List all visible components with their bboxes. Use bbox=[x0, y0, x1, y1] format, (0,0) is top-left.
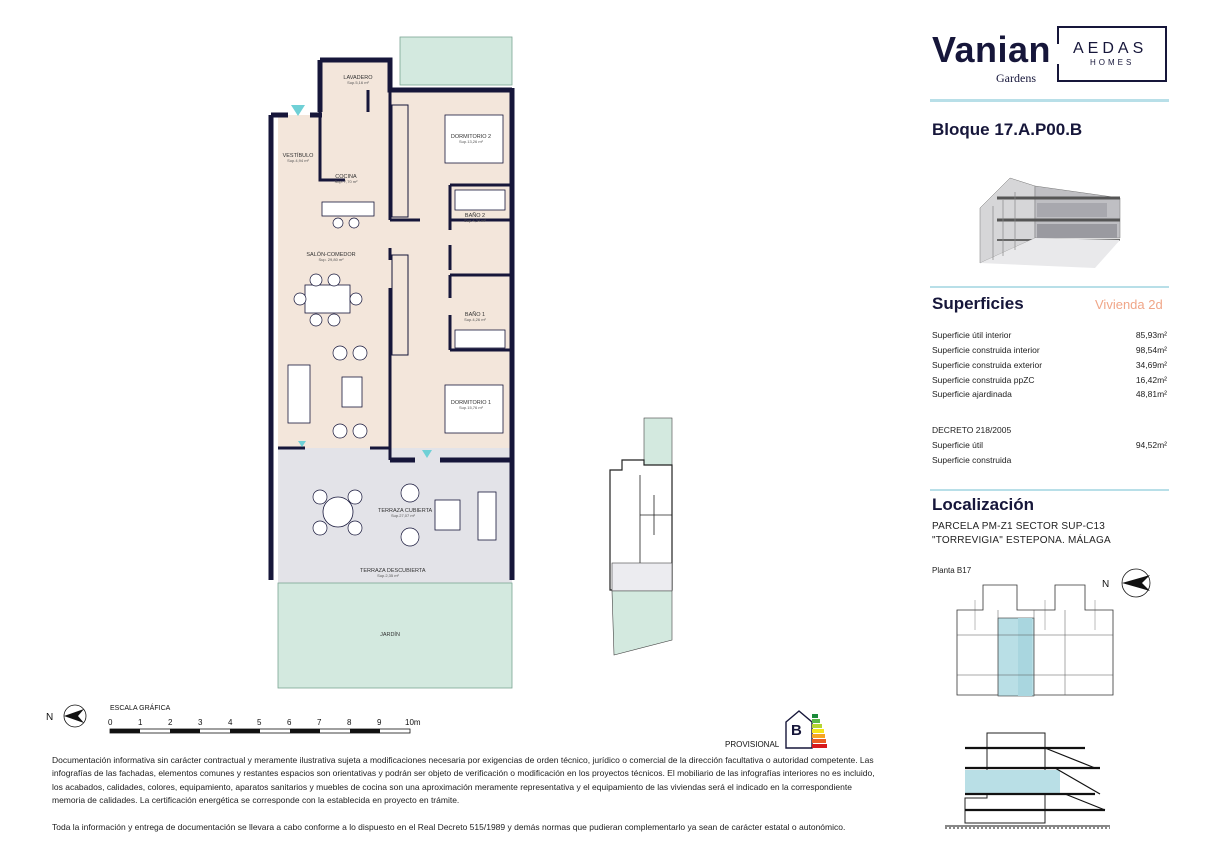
area-label: Superficie construida ppZC bbox=[932, 375, 1035, 385]
north-label: N bbox=[46, 712, 54, 723]
garden-top-strip bbox=[400, 37, 512, 85]
scale-tick: 5 bbox=[257, 718, 262, 727]
area-value: 16,42m² bbox=[1135, 375, 1167, 385]
area-label: Superficie construida interior bbox=[932, 345, 1040, 355]
scale-tick: 1 bbox=[138, 718, 143, 727]
scale-tick: 6 bbox=[287, 718, 292, 727]
unit-code: Bloque 17.A.P00.B bbox=[932, 120, 1083, 139]
energy-rating-letter: B bbox=[791, 722, 802, 739]
unit-type: Vivienda 2d bbox=[1095, 297, 1163, 312]
planta-label: Planta B17 bbox=[932, 566, 972, 575]
room-label-jardin: JARDÍN bbox=[380, 632, 400, 638]
compass-icon bbox=[1100, 563, 1156, 601]
brand-logo-gardens: Gardens bbox=[996, 71, 1036, 85]
divider bbox=[930, 99, 1169, 102]
scale-tick: 3 bbox=[198, 718, 203, 727]
room-label-dormitorio-2: DORMITORIO 2 Sup.13,26 m² bbox=[450, 134, 492, 145]
north-arrow-icon bbox=[44, 703, 90, 729]
terrace-round-table bbox=[323, 497, 353, 527]
area-value: 34,69m² bbox=[1135, 360, 1167, 370]
building-render-image bbox=[975, 168, 1123, 270]
disclaimer-paragraph-2: Toda la información y entrega de documentación se llevara a cabo conforme a lo dispuesto en el Real Decreto 515/1989 y demás normas que pudieran complementarlo ya sean de carácter estatal o autonómico. bbox=[52, 822, 846, 832]
area-label: Superficie construida exterior bbox=[932, 360, 1043, 370]
decreto-label: Superficie útil bbox=[932, 440, 984, 450]
dining-table bbox=[305, 285, 350, 313]
decreto-label: Superficie construida bbox=[932, 455, 1012, 465]
scale-tick: 9 bbox=[377, 718, 382, 727]
room-label-salon: SALÓN-COMEDOR Sup. 29,80 m² bbox=[306, 252, 356, 263]
scale-tick: 4 bbox=[228, 718, 233, 727]
room-label-cocina: COCINA Sup. 7,70 m² bbox=[334, 174, 358, 185]
scale-tick: 8 bbox=[347, 718, 352, 727]
superficies-title: Superficies bbox=[932, 294, 1024, 313]
area-value: 98,54m² bbox=[1135, 345, 1167, 355]
aedas-logo-homes: HOMES bbox=[1090, 58, 1135, 67]
energy-provisional-label: PROVISIONAL bbox=[725, 740, 780, 749]
decreto-title: DECRETO 218/2005 bbox=[932, 425, 1012, 435]
scale-tick: 2 bbox=[168, 718, 173, 727]
room-label-bano-2: BAÑO 2 Sup.4,24 m² bbox=[464, 213, 486, 224]
brand-logo-vanian: Vanian bbox=[932, 29, 1052, 70]
room-label-terraza-descubierta: TERRAZA DESCUBIERTA Sup.2,35 m² bbox=[360, 568, 426, 579]
room-label-terraza-cubierta: TERRAZA CUBIERTA Sup.27,07 m² bbox=[378, 508, 433, 519]
scale-bar bbox=[108, 727, 428, 737]
compass-label: N bbox=[1102, 579, 1110, 590]
area-label: Superficie ajardinada bbox=[932, 389, 1012, 399]
room-label-dormitorio-1: DORMITORIO 1 Sup.15,76 m² bbox=[450, 400, 492, 411]
key-plan-outline bbox=[604, 415, 684, 660]
scale-tick: 0 bbox=[108, 718, 113, 727]
divider bbox=[930, 286, 1169, 288]
room-label-vestibulo: VESTÍBULO Sup.4,94 m² bbox=[282, 153, 314, 164]
room-label-bano-1: BAÑO 1 Sup.4,26 m² bbox=[464, 312, 486, 323]
location-line-2: "TORREVIGIA" ESTEPONA. MÁLAGA bbox=[932, 535, 1111, 546]
floor-plan bbox=[250, 30, 540, 695]
room-label-lavadero: LAVADERO Sup.5,16 m² bbox=[343, 75, 373, 86]
divider bbox=[930, 489, 1169, 491]
disclaimer-paragraph-1: Documentación informativa sin carácter contractual y meramente ilustrativa sujeta a modificaciones necesaria por exigencias de orden técnico, jurídico o comercial de la dirección facultativa o autoridad competente. Las infografías de las fachadas, elementos comunes y restantes espacios son orientativas y podrán ser objeto de verificación o modificación en los proyectos técnicos. El mobiliario de las infografías interiores no es incluido, los acabados, calidades, colores, equipamiento, aparatos sanitarios y muebles de cocina son una aproximación meramente representativa y el equipamiento de las viviendas será el indicado en la correspondiente memoria de calidades. La certificación energética se corresponde con la establecida en proyecto en trámite. bbox=[52, 755, 875, 806]
area-label: Superficie útil interior bbox=[932, 330, 1012, 340]
section-elevation bbox=[945, 718, 1110, 830]
decreto-value: 94,52m² bbox=[1135, 440, 1167, 450]
area-value: 48,81m² bbox=[1135, 389, 1167, 399]
aedas-logo: AEDAS bbox=[1073, 40, 1148, 57]
scale-tick: 10m bbox=[405, 718, 421, 727]
scale-tick: 7 bbox=[317, 718, 322, 727]
area-value: 85,93m² bbox=[1135, 330, 1167, 340]
site-plan bbox=[945, 580, 1117, 700]
localizacion-title: Localización bbox=[932, 495, 1035, 514]
scale-title: ESCALA GRÁFICA bbox=[110, 705, 171, 712]
location-line-1: PARCELA PM-Z1 SECTOR SUP-C13 bbox=[932, 521, 1106, 532]
